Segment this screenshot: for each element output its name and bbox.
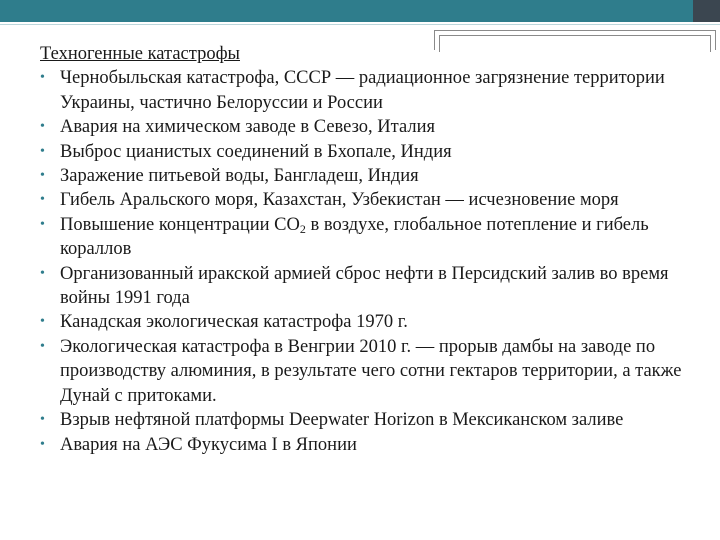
list-item: [40, 164, 700, 188]
list-item-text: Экологическая катастрофа в Венгрии 2010 г. — прорыв дамбы на заводе по производству алюминия, в результате чего сотни гектаров территории, а также Дунай с притоками.: [60, 336, 682, 406]
list-item: [40, 335, 700, 408]
list-item: [40, 213, 700, 262]
list-item-text: Гибель Аральского моря, Казахстан, Узбекистан — исчезновение моря: [60, 190, 619, 211]
list-item-text: Авария на химическом заводе в Севезо, Италия: [60, 117, 435, 138]
bullet-icon: •: [40, 436, 45, 452]
slide-body: [40, 42, 700, 457]
bullet-icon: •: [40, 314, 45, 330]
header-divider-line: [0, 24, 720, 25]
list-item: [40, 408, 700, 432]
slide-title: Техногенные катастрофы: [40, 44, 240, 64]
bullet-icon: •: [40, 143, 45, 159]
co2-text-start: Повышение концентрации СО: [60, 214, 300, 235]
list-item-text: Чернобыльская катастрофа, СССР — радиационное загрязнение территории Украины, частично Белоруссии и России: [60, 68, 665, 113]
header-dark-block: [693, 0, 720, 22]
list-item-text: Взрыв нефтяной платформы Deepwater Horizon в Мексиканском заливе: [60, 410, 624, 431]
list-item: [40, 115, 700, 139]
bullet-icon: •: [40, 338, 45, 354]
list-item: [40, 433, 700, 457]
co2-text-end: в воздухе, глобальное потепление и гибель кораллов: [60, 214, 649, 260]
bullet-icon: •: [40, 412, 45, 428]
list-item-text: Организованный иракской армией сброс нефти в Персидский залив во время войны 1991 года: [60, 263, 669, 309]
list-item: [40, 140, 700, 164]
header-accent-band: [0, 0, 693, 22]
list-item: [40, 188, 700, 212]
list-item-text: [60, 215, 649, 259]
bullet-icon: •: [40, 216, 45, 232]
co2-subscript: 2: [299, 221, 306, 236]
bullet-icon: •: [40, 168, 45, 184]
list-item: [40, 262, 700, 311]
list-item-text: Выброс цианистых соединений в Бхопале, Индия: [60, 141, 452, 162]
bullet-icon: •: [40, 192, 45, 208]
bullet-icon: •: [40, 119, 45, 135]
list-item: [40, 66, 700, 115]
bullet-list: [40, 66, 700, 457]
list-item-text: Авария на АЭС Фукусима I в Японии: [60, 434, 357, 455]
bullet-icon: •: [40, 70, 45, 86]
list-item-text: Заражение питьевой воды, Бангладеш, Индия: [60, 166, 419, 187]
list-item: [40, 310, 700, 334]
list-item-text: Канадская экологическая катастрофа 1970 г.: [60, 312, 408, 333]
slide-header-bar: [0, 0, 720, 22]
bullet-icon: •: [40, 265, 45, 281]
